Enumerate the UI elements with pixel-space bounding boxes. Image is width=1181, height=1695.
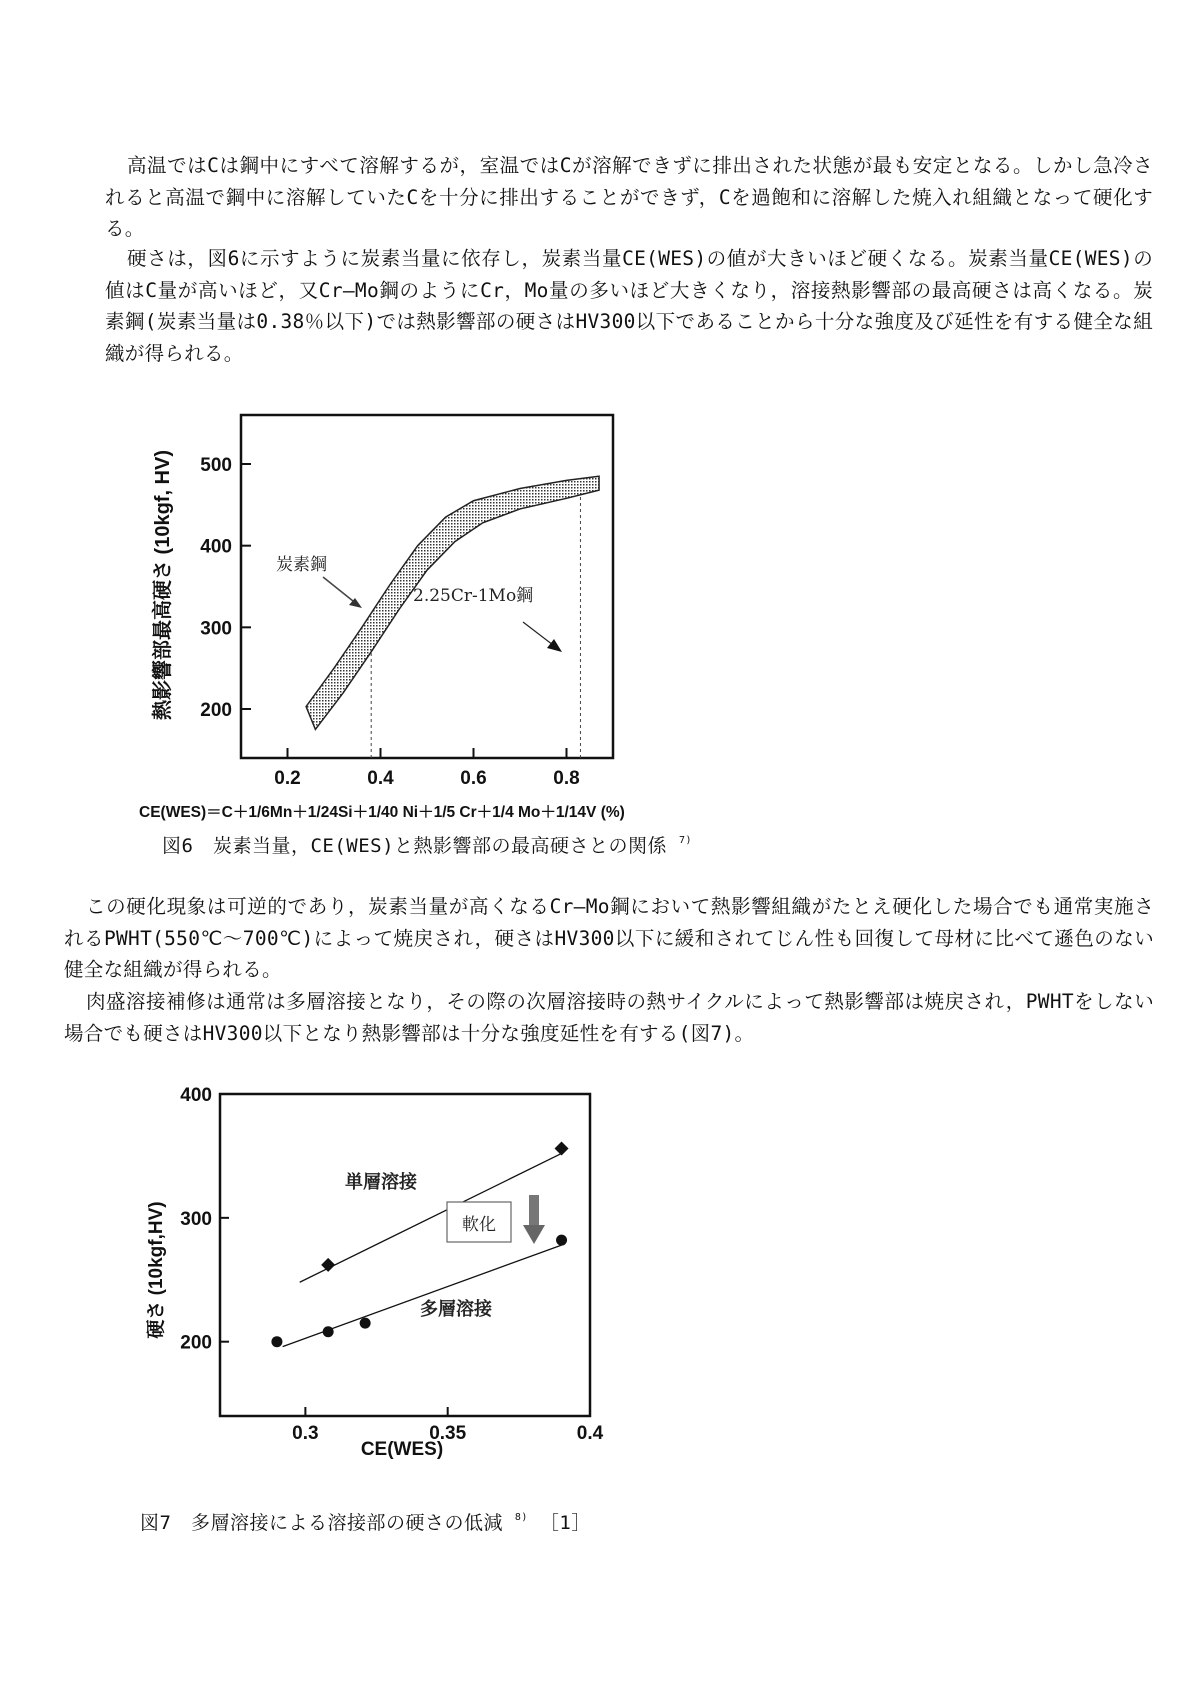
figure-7-caption [140,1508,591,1535]
fig7-point-multi-layer [271,1336,282,1347]
figure-6-caption-ref: 7) [678,835,693,846]
fig7-point-single-layer [321,1258,335,1272]
fig6-ytick-label: 300 [200,618,232,640]
figure-7-caption-tail: ［1］ [539,1512,591,1534]
fig6-ytick-label: 500 [200,455,232,476]
fig6-xtick-label: 0.2 [274,768,301,789]
fig6-arrow-crmo-steel [523,622,553,645]
fig7-label-single-layer: 単層溶接 [345,1172,417,1192]
fig7-point-single-layer [555,1141,569,1155]
fig7-xtick-label: 0.4 [576,1423,604,1444]
fig6-xtick-label: 0.8 [553,768,580,789]
paragraph-3: この硬化現象は可逆的であり，炭素当量が高くなるCr―Mo鋼において熱影響組織がたとえ硬化した場合でも通常実施されるPWHT(550℃～700℃)によって焼戻され，硬さはHV300以下に緩和されてじん性も回復して母材に比べて遜色のない健全な組織が得られる。 [64,895,1154,981]
fig6-arrowhead-crmo-steel [547,639,562,652]
fig6-ylabel: 熱影響部最高硬さ (10kgf, HV) [152,449,174,721]
fig6-xtick-label: 0.4 [367,768,394,789]
fig7-softening-label: 軟化 [462,1215,496,1235]
paragraph-4: 肉盛溶接補修は通常は多層溶接となり，その際の次層溶接時の熱サイクルによって熱影響部は焼戻され，PWHTをしない場合でも硬さはHV300以下となり熱影響部は十分な強度延性を有する(図7)。 [64,990,1154,1045]
figure-6-caption-text: 図6 炭素当量，CE(WES)と熱影響部の最高硬さとの関係 [162,835,668,857]
fig7-ylabel: 硬さ (10kgf,HV) [146,1201,167,1339]
fig6-formula: CE(WES)＝C＋1/6Mn＋1/24Si＋1/40 Ni＋1/5 Cr＋1/4 Mo＋1/14V (%) [139,804,625,821]
fig7-xtick-label: 0.3 [292,1423,319,1444]
fig6-xtick-label: 0.6 [460,768,487,789]
paragraph-1: 高温ではCは鋼中にすべて溶解するが，室温ではCが溶解できずに排出された状態が最も安定となる。しかし急冷されると高温で鋼中に溶解していたCを十分に排出することができず，Cを過飽和に溶解した焼入れ組織となって硬化する。 [105,154,1153,240]
fig7-xlabel: CE(WES) [360,1439,444,1460]
fig7-ytick-label: 200 [180,1332,212,1354]
fig7-point-multi-layer [360,1318,371,1329]
fig7-label-multi-layer: 多層溶接 [420,1299,492,1319]
figure-7-chart [140,1082,604,1462]
fig7-down-arrow-shaft [529,1195,539,1227]
fig7-point-multi-layer [556,1235,567,1246]
fig7-fit-line-0 [300,1153,562,1282]
fig7-ytick-label: 300 [180,1208,212,1230]
figure-6-chart [133,415,743,825]
fig7-down-arrow-head [523,1225,545,1244]
fig6-ytick-label: 200 [200,700,232,721]
fig6-annot-crmo-steel: 2.25Cr-1Mo鋼 [413,586,534,606]
paragraph-2: 硬さは，図6に示すように炭素当量に依存し，炭素当量CE(WES)の値が大きいほど硬くなる。炭素当量CE(WES)の値はC量が高いほど，又Cr―Mo鋼のようにCr，Mo量の多いほど大きくなり，溶接熱影響部の最高硬さは高くなる。炭素鋼(炭素当量は0.38％以下)では熱影響部の硬さはHV300以下であることから十分な強度及び延性を有する健全な組織が得られる。 [105,247,1153,365]
fig7-ytick-label: 400 [180,1085,212,1106]
fig7-xtick-label: 0.35 [429,1423,467,1444]
fig7-point-multi-layer [323,1326,334,1337]
figure-7-caption-ref: 8) [514,1512,528,1523]
figure-6-caption [162,831,692,858]
fig6-ytick-label: 400 [200,536,232,558]
figure-7-caption-text: 図7 多層溶接による溶接部の硬さの低減 [140,1512,503,1534]
fig6-annot-carbon-steel: 炭素鋼 [276,555,327,575]
